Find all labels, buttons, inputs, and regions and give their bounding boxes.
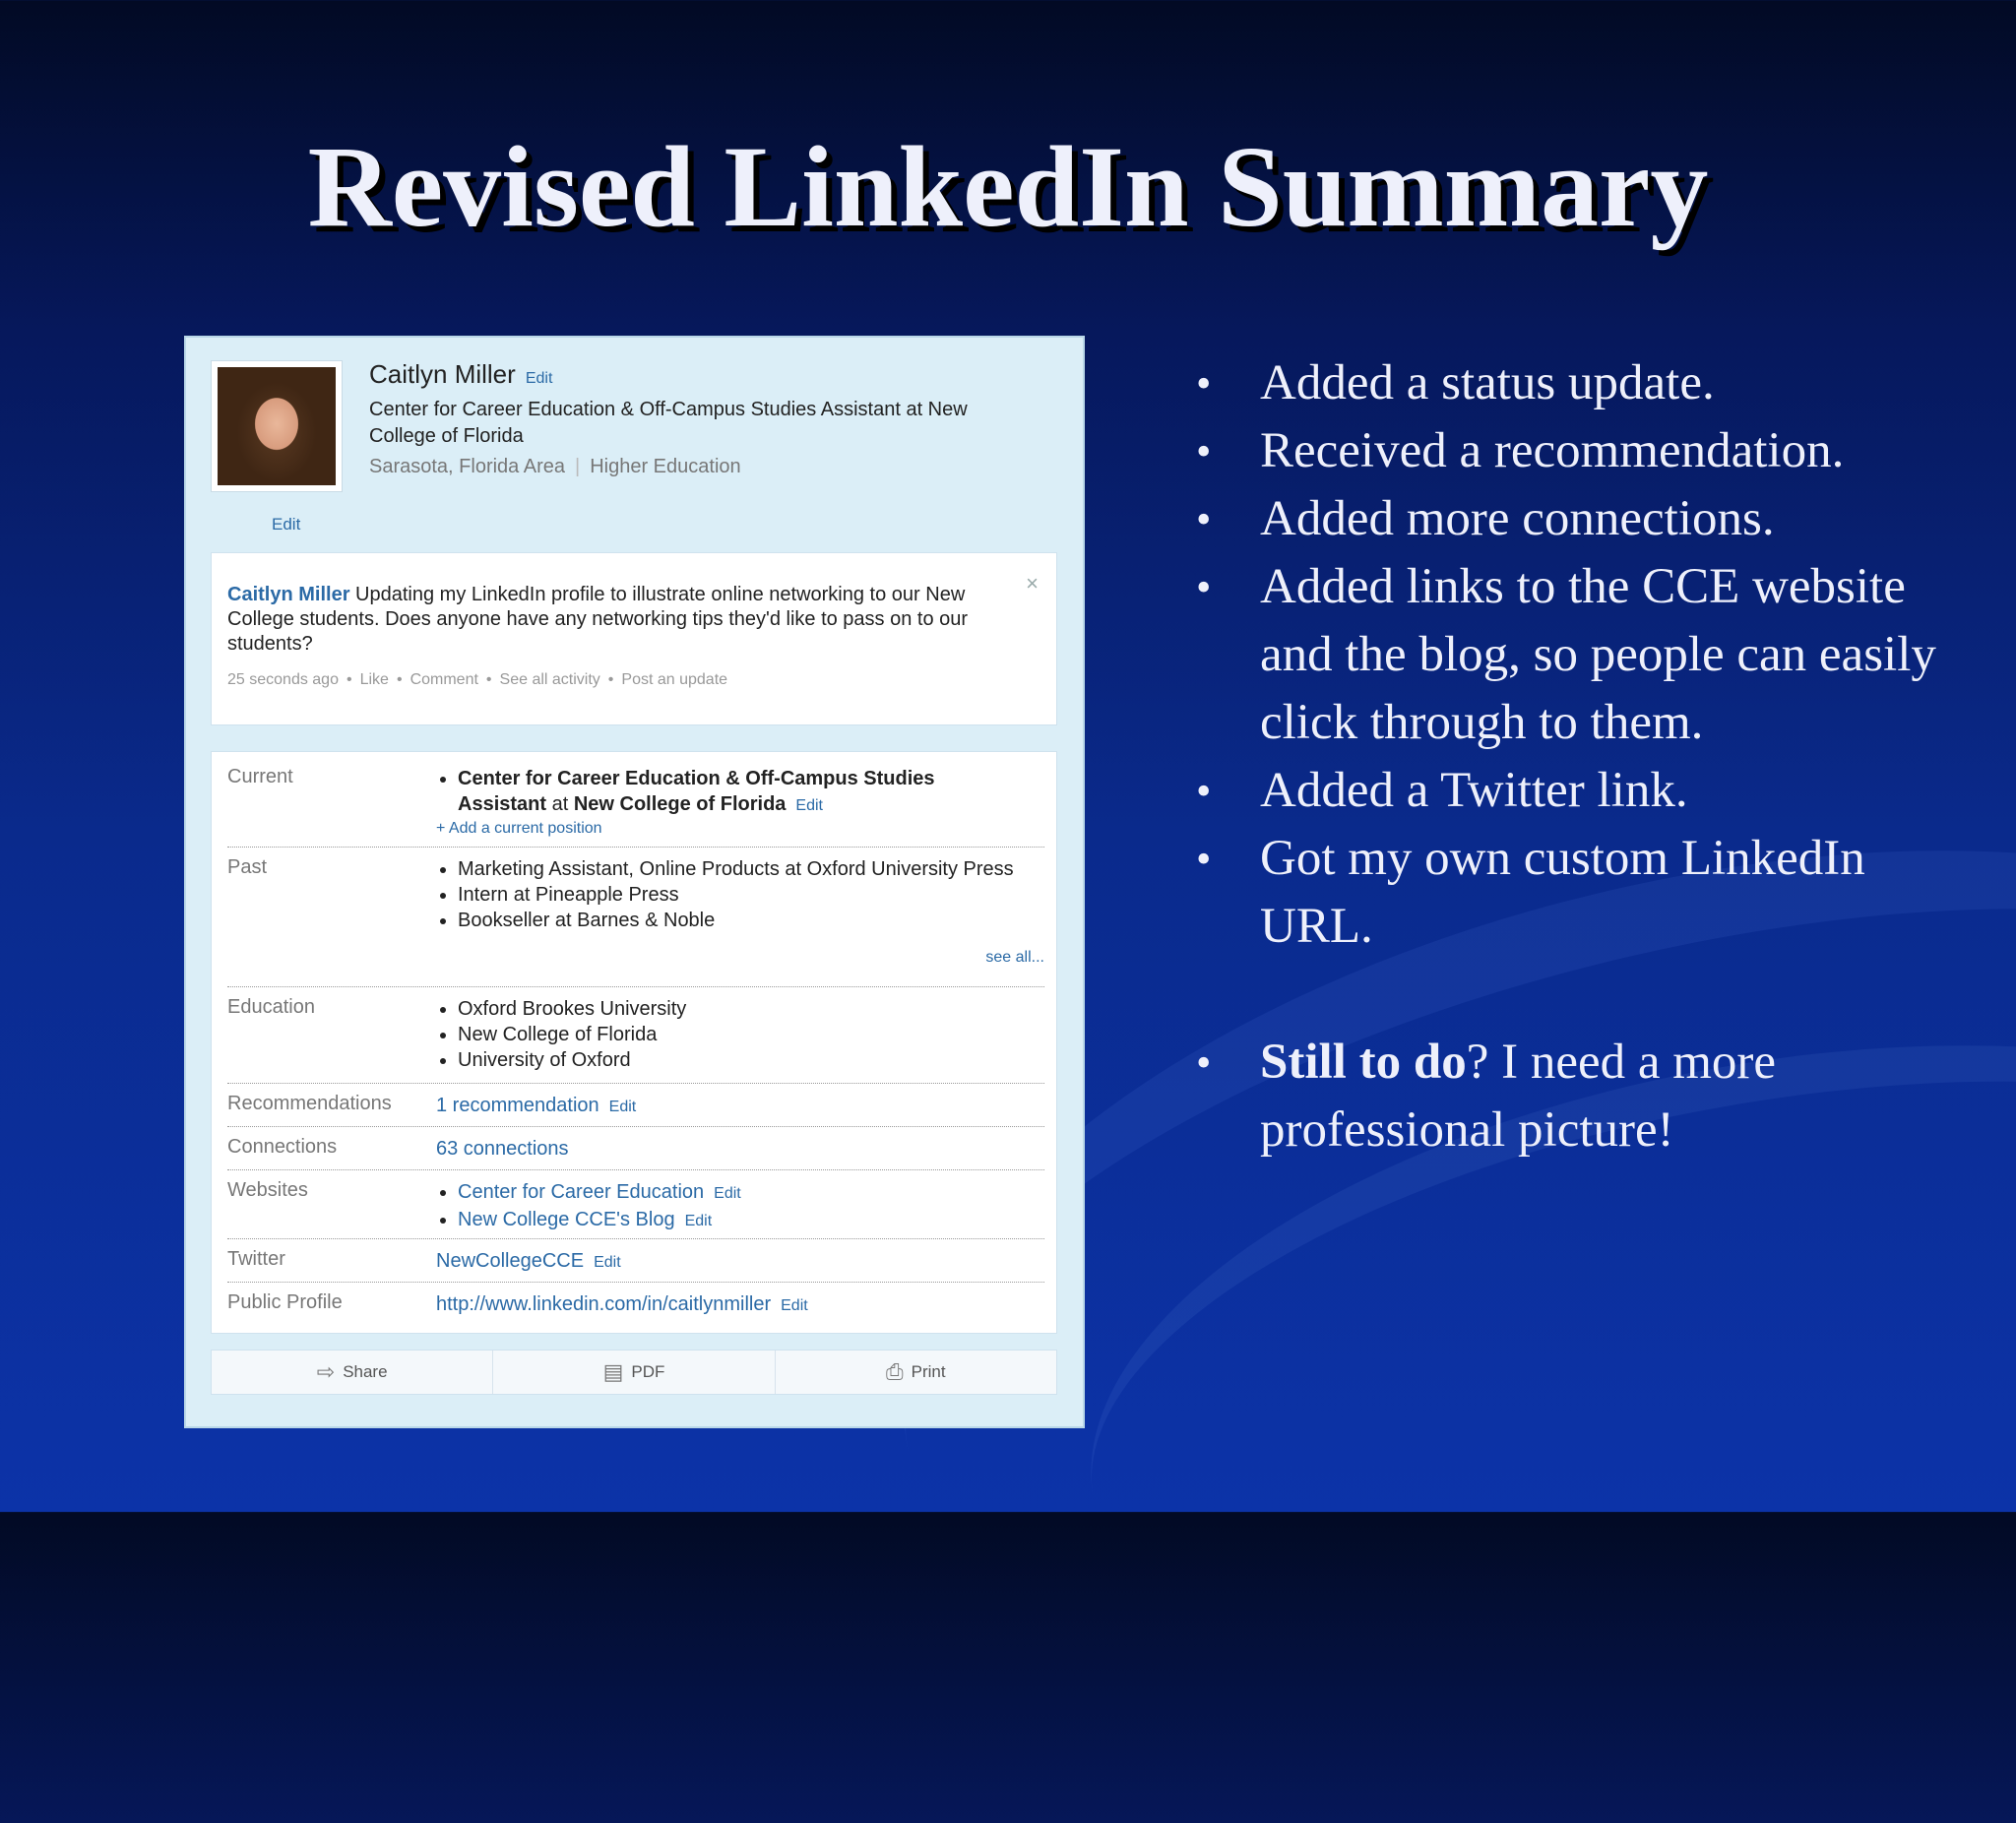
pdf-icon: ▤ xyxy=(602,1359,624,1384)
bullet-item: • Added more connections. xyxy=(1196,485,1984,553)
profile-industry: Higher Education xyxy=(590,456,741,477)
twitter-edit-link[interactable]: Edit xyxy=(594,1254,621,1271)
website-edit-link[interactable]: Edit xyxy=(714,1185,741,1202)
current-position: • Center for Career Education & Off-Campus Studies Assistant at New College of Florida Edit xyxy=(458,766,1027,819)
profile-photo[interactable] xyxy=(211,360,343,492)
current-edit-link[interactable]: Edit xyxy=(795,797,823,814)
todo-text: ? I need a more professional picture! xyxy=(1260,1035,1777,1158)
todo-label: Still to do xyxy=(1260,1035,1467,1090)
row-label: Connections xyxy=(227,1136,338,1158)
printer-icon: ⎙ xyxy=(886,1359,904,1384)
row-label: Education xyxy=(227,996,315,1018)
bullet-item: • Got my own custom LinkedIn URL. xyxy=(1196,825,1984,961)
row-websites xyxy=(227,1179,1044,1239)
list-item: • Oxford Brookes University xyxy=(458,996,1027,1022)
row-label: Current xyxy=(227,766,293,787)
photo-edit-link[interactable]: Edit xyxy=(272,515,301,534)
list-item: • Marketing Assistant, Online Products at Oxford University Press xyxy=(458,856,1027,882)
website-edit-link[interactable]: Edit xyxy=(684,1213,713,1229)
status-time: 25 seconds ago xyxy=(227,671,339,688)
profile-headline: Center for Career Education & Off-Campus Studies Assistant at New College of Florida xyxy=(369,399,968,447)
bullet-item: • Received a recommendation. xyxy=(1196,417,1984,485)
row-recommendations xyxy=(227,1093,1044,1127)
profile-name: Caitlyn Miller xyxy=(369,359,516,389)
summary-bullets xyxy=(1196,349,1984,1164)
row-label: Recommendations xyxy=(227,1093,392,1114)
bullet-item: • Added links to the CCE website and the blog, so people can easily click through to them. xyxy=(1196,553,1984,757)
row-twitter xyxy=(227,1248,1044,1283)
website-link[interactable]: New College CCE's Blog xyxy=(458,1209,675,1230)
bullet-item: • Added a Twitter link. xyxy=(1196,757,1984,825)
list-item: • Intern at Pineapple Press xyxy=(458,882,1027,908)
status-text xyxy=(227,583,985,657)
public-profile-edit-link[interactable]: Edit xyxy=(781,1297,808,1314)
twitter-link[interactable]: NewCollegeCCE xyxy=(436,1250,585,1272)
profile-toolbar xyxy=(211,1350,1057,1395)
row-public-profile xyxy=(227,1291,1044,1325)
slide-title: Revised LinkedIn Summary xyxy=(307,122,1709,251)
list-item: • University of Oxford xyxy=(458,1047,1027,1073)
print-button[interactable]: ⎙ Print xyxy=(886,1359,946,1384)
list-item: • Bookseller at Barnes & Noble xyxy=(458,908,1027,933)
row-label: Public Profile xyxy=(227,1291,343,1313)
bullet-item-todo xyxy=(1196,1029,1984,1164)
website-link[interactable]: Center for Career Education xyxy=(458,1181,705,1203)
share-icon: ⇨ xyxy=(316,1359,336,1384)
profile-location-row xyxy=(369,456,741,478)
list-item xyxy=(458,1207,1027,1234)
close-icon[interactable]: × xyxy=(1026,571,1039,596)
divider: | xyxy=(575,456,581,477)
list-item xyxy=(458,1179,1027,1207)
profile-name-row xyxy=(369,359,552,390)
profile-location: Sarasota, Florida Area xyxy=(369,456,565,477)
status-author-link[interactable]: Caitlyn Miller xyxy=(227,584,350,605)
avatar xyxy=(218,367,336,485)
recommendations-edit-link[interactable]: Edit xyxy=(608,1099,637,1115)
profile-details xyxy=(211,751,1057,1334)
like-link[interactable]: Like xyxy=(359,671,389,688)
share-button[interactable]: ⇨ Share xyxy=(212,1351,493,1394)
add-position-link[interactable]: + Add a current position xyxy=(436,820,602,837)
name-edit-link[interactable]: Edit xyxy=(525,370,553,387)
status-update-box xyxy=(211,552,1057,725)
status-message: Updating my LinkedIn profile to illustrate online networking to our New College students. Does anyone have any networking tips they'd like to pass on to our students? xyxy=(227,584,969,655)
row-connections xyxy=(227,1136,1044,1170)
row-current xyxy=(227,766,1044,848)
status-meta: 25 seconds ago • Like • Comment • See all activity • Post an update xyxy=(227,671,728,688)
linkedin-profile-screenshot xyxy=(184,336,1085,1428)
list-item: • New College of Florida xyxy=(458,1022,1027,1047)
connections-link[interactable]: 63 connections xyxy=(436,1138,569,1160)
row-label: Twitter xyxy=(227,1248,285,1270)
see-all-activity-link[interactable]: See all activity xyxy=(499,671,600,688)
post-update-link[interactable]: Post an update xyxy=(621,671,728,688)
public-profile-link[interactable]: http://www.linkedin.com/in/caitlynmiller xyxy=(436,1293,772,1315)
bullet-item: • Added a status update. xyxy=(1196,349,1984,417)
row-education xyxy=(227,996,1044,1084)
row-label: Websites xyxy=(227,1179,308,1201)
pdf-button[interactable]: ▤ PDF xyxy=(493,1351,775,1394)
comment-link[interactable]: Comment xyxy=(410,671,478,688)
see-all-link[interactable]: see all... xyxy=(985,949,1044,966)
row-label: Past xyxy=(227,856,268,878)
row-past xyxy=(227,856,1044,987)
recommendations-link[interactable]: 1 recommendation xyxy=(436,1095,599,1116)
